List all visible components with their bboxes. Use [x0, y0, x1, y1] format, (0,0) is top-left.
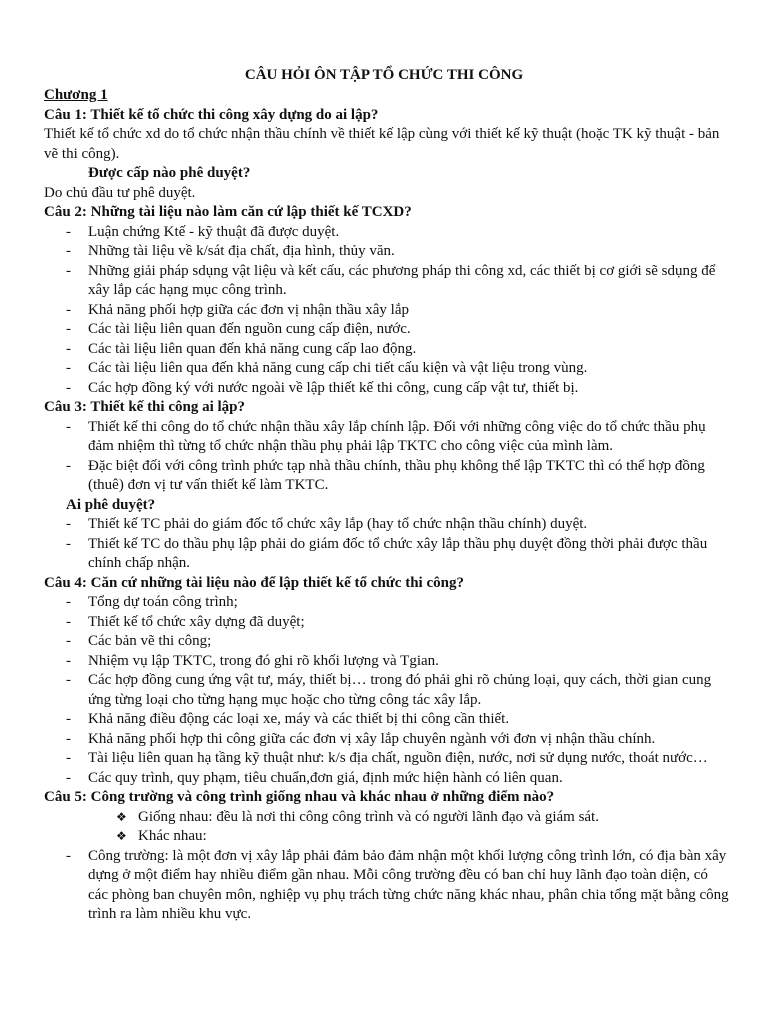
list-item: - Các tài liệu liên quan đến nguồn cung cấp điện, nước.: [44, 320, 730, 340]
list-item: - Các quy trình, quy phạm, tiêu chuẩn,đơn giá, định mức hiện hành có liên quan.: [44, 769, 730, 789]
question-1: Câu 1: Thiết kế tổ chức thi công xây dựng do ai lập?: [44, 106, 379, 123]
list-item: - Thiết kế tổ chức xây dựng đã duyệt;: [44, 613, 730, 633]
list-item: - Tổng dự toán công trình;: [44, 593, 730, 613]
list-item: - Khả năng phối hợp giữa các đơn vị nhận thầu xây lắp: [44, 301, 730, 321]
answer-1: Thiết kế tổ chức xd do tổ chức nhận thầu chính về thiết kế lập cùng với thiết kế kỹ thuật (hoặc TK kỹ thuật - bản vẽ thi công).: [44, 126, 720, 162]
sub-question-3: Ai phê duyệt?: [66, 496, 156, 513]
answer-5-bullets: [44, 808, 730, 847]
list-item: - Thiết kế TC do thầu phụ lập phải do giám đốc tổ chức xây lắp thầu phụ duyệt đồng thời phải được thầu chính chấp nhận.: [44, 535, 730, 574]
chapter-heading: Chương 1: [44, 87, 108, 103]
question-2: Câu 2: Những tài liệu nào làm căn cứ lập thiết kế TCXD?: [44, 204, 412, 220]
list-item: - Thiết kế TC phải do giám đốc tổ chức xây lắp (hay tổ chức nhận thầu chính) duyệt.: [44, 515, 730, 535]
list-item: [44, 808, 730, 828]
list-item: - Luận chứng Ktế - kỹ thuật đã được duyệt.: [44, 223, 730, 243]
list-item: - Những giải pháp sdụng vật liệu và kết cấu, các phương pháp thi công xd, các thiết bị cơ giới sẽ sdụng để xây lắp các hạng mục công trình.: [44, 262, 730, 301]
list-item: - Đặc biệt đối với công trình phức tạp nhà thầu chính, thầu phụ không thể lập TKTC thì có thể hợp đồng (thuê) đơn vị tư vấn thiết kế làm TKTC.: [44, 457, 730, 496]
question-4: Câu 4: Căn cứ những tài liệu nào để lập thiết kế tổ chức thi công?: [44, 574, 464, 591]
list-item: - Các tài liệu liên quan đến khả năng cung cấp lao động.: [44, 340, 730, 360]
answer-4-list: [44, 593, 730, 788]
diamond-bullet-icon: ❖: [116, 809, 127, 824]
list-item: [44, 827, 730, 847]
sub-answer-1: Do chủ đầu tư phê duyệt.: [44, 184, 196, 201]
list-item: - Công trường: là một đơn vị xây lắp phải đảm bảo đảm nhận một khối lượng công trình lớn, có địa bàn xây dựng ở một điểm hay nhiều điểm gần nhau. Mỗi công trường đều có ban chỉ huy lãnh đạo toàn diện, có các phòng ban chuyên môn, nghiệp vụ phụ trách từng chức năng khác nhau, phân chia tổng mặt bằng công trình ra làm nhiều khu vực.: [44, 847, 730, 925]
sub-answer-3-list: [44, 515, 730, 574]
document-body: [44, 86, 730, 925]
list-item: - Khả năng phối hợp thi công giữa các đơn vị xây lắp chuyên ngành với đơn vị nhận thầu chính.: [44, 730, 730, 750]
list-item: - Các hợp đồng ký với nước ngoài về lập thiết kế thi công, cung cấp vật tư, thiết bị.: [44, 379, 730, 399]
question-3: Câu 3: Thiết kế thi công ai lập?: [44, 399, 245, 415]
bullet-text: Khác nhau:: [138, 828, 207, 844]
answer-3-list: [44, 418, 730, 496]
list-item: - Khả năng điều động các loại xe, máy và các thiết bị thi công cần thiết.: [44, 710, 730, 730]
list-item: - Những tài liệu về k/sát địa chất, địa hình, thủy văn.: [44, 242, 730, 262]
diamond-bullet-icon: ❖: [116, 829, 127, 843]
bullet-text: Giống nhau: đều là nơi thi công công trình và có người lãnh đạo và giám sát.: [138, 808, 599, 825]
sub-question-1: Được cấp nào phê duyệt?: [88, 165, 251, 181]
answer-2-list: [44, 223, 730, 399]
list-item: - Các hợp đồng cung ứng vật tư, máy, thiết bị… trong đó phải ghi rõ chủng loại, quy cách, thời gian cung ứng từng loại cho từng hạng mục hoặc cho từng công tác xây lắp.: [44, 671, 730, 710]
document-title: CÂU HỎI ÔN TẬP TỔ CHỨC THI CÔNG: [244, 67, 524, 83]
list-item: - Tài liệu liên quan hạ tầng kỹ thuật như: k/s địa chất, nguồn điện, nước, nơi sử dụng nước, thoát nước…: [44, 749, 730, 769]
list-item: - Các bản vẽ thi công;: [44, 632, 730, 652]
list-item: - Thiết kế thi công do tổ chức nhận thầu xây lắp chính lập. Đối với những công việc do tổ chức thầu phụ đảm nhiệm thì từng tổ chức nhận thầu phụ phải lập TKTC cho công việc của mình làm.: [44, 418, 730, 457]
answer-5-list: [44, 847, 730, 925]
list-item: - Các tài liệu liên qua đến khả năng cung cấp chi tiết cấu kiện và vật liệu trong vùng.: [44, 359, 730, 379]
question-5: Câu 5: Công trường và công trình giống nhau và khác nhau ở những điểm nào?: [44, 789, 555, 805]
list-item: - Nhiệm vụ lập TKTC, trong đó ghi rõ khối lượng và Tgian.: [44, 652, 730, 672]
